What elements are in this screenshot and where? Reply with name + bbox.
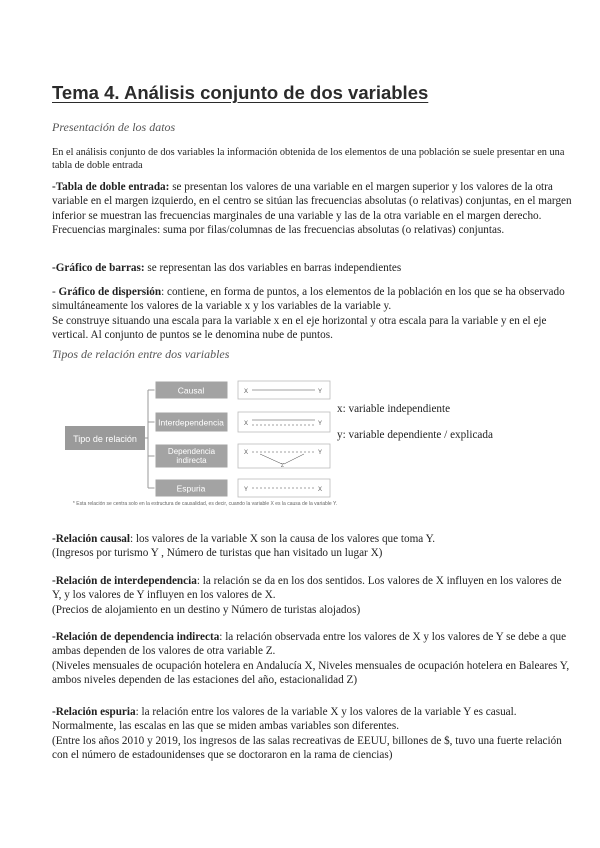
page-title: Tema 4. Análisis conjunto de dos variables — [52, 82, 429, 103]
diagram-box-espuria-label: Espuria — [176, 483, 206, 494]
diagram-box-indirecta-label: Dependencia indirecta — [167, 447, 216, 465]
tabla-text: se presentan los valores de una variable en el margen superior y los valores de la otra variable en el margen izquierdo, en el centro se sitúan las frecuencias absolutas (o relativas) conjuntas, en el margen inferior se muestran las frecuencias marginales de una variable y las de la otra variable en el margen derecho. Frecuencias marginales: suma por filas/columnas de las frecuencias absolutas (o relativas) conjuntas. — [52, 181, 572, 236]
svg-text:Y: Y — [318, 389, 323, 395]
diagram-box-causal-label: Causal — [177, 385, 205, 396]
legend-x: x: variable independiente — [337, 403, 451, 415]
svg-text:X: X — [244, 421, 249, 427]
interdependencia-example: (Precios de alojamiento en un destino y Número de turistas alojados) — [52, 603, 361, 616]
espuria-term: -Relación espuria — [52, 706, 136, 718]
tabla-term: -Tabla de doble entrada: — [52, 181, 170, 193]
dispersion-paragraph — [52, 285, 573, 342]
indirecta-example: (Niveles mensuales de ocupación hotelera en Andalucía X, Niveles mensuales de ocupación hotelera en Baleares Y, ambos niveles dependen de las estaciones del año, estacionalidad Z) — [52, 659, 570, 686]
legend-y: y: variable dependiente / explicada — [337, 429, 493, 441]
barras-text: se representan las dos variables en barras independientes — [144, 262, 402, 274]
relation-types-diagram — [60, 378, 350, 523]
intro-paragraph: En el análisis conjunto de dos variables la información obtenida de los elementos de una población se suele presentar en una tabla de doble entrada — [52, 147, 565, 171]
causal-paragraph — [52, 532, 573, 561]
section-heading-tipos: Tipos de relación entre dos variables — [52, 347, 230, 361]
espuria-paragraph — [52, 705, 573, 762]
barras-paragraph — [52, 261, 573, 275]
interdependencia-text: : la relación se da en los dos sentidos. Los valores de X influyen en los valores de Y, y los valores de Y influyen en los valores de X. — [52, 575, 562, 602]
barras-term: -Gráfico de barras: — [52, 262, 145, 274]
dispersion-term: Gráfico de dispersión — [58, 286, 162, 298]
section-heading-presentacion: Presentación de los datos — [52, 120, 176, 134]
causal-term: -Relación causal — [52, 533, 130, 545]
tabla-paragraph — [52, 180, 573, 237]
espuria-text: : la relación entre los valores de la variable X y los valores de la variable Y es casual. Normalmente, las escalas en las que se miden ambas variables son diferentes. — [52, 706, 517, 733]
dispersion-text2: Se construye situando una escala para la variable x en el eje horizontal y otra escala para la variable y en el eje vertical. Al conjunto de puntos se le denomina nube de puntos. — [52, 314, 547, 341]
svg-text:X: X — [244, 450, 249, 456]
causal-example: (Ingresos por turismo Y , Número de turistas que han visitado un lugar X) — [52, 547, 383, 560]
interdependencia-term: -Relación de interdependencia — [52, 575, 197, 587]
indirecta-paragraph — [52, 630, 573, 687]
causal-text: : los valores de la variable X son la causa de los valores que toma Y. — [130, 533, 436, 545]
espuria-example: (Entre los años 2010 y 2019, los ingresos de las salas recreativas de EEUU, billones de $, tuvo una fuerte relación con el número de estadounidenses que se doctoraron en la rama de ciencias) — [52, 734, 562, 761]
diagram-box-interdependencia-label: Interdependencia — [158, 417, 224, 428]
indirecta-text: : la relación observada entre los valores de X y los valores de Y se debe a que ambas dependen de los valores de otra variable Z. — [52, 631, 567, 658]
svg-text:Y: Y — [244, 487, 249, 493]
diagram-note: * Esta relación se centra solo en la estructura de causalidad, es decir, cuando la variable X es la causa de la variable Y. — [72, 501, 338, 507]
svg-text:Y: Y — [318, 421, 323, 427]
svg-text:X: X — [318, 487, 323, 493]
diagram-root-label: Tipo de relación — [73, 434, 137, 444]
svg-text:X: X — [244, 389, 249, 395]
indirecta-term: -Relación de dependencia indirecta — [52, 631, 220, 643]
dispersion-text1: : contiene, en forma de puntos, a los elementos de la población en los que se ha observado simultáneamente los valores de la variable x y los variables de la variable y. — [52, 286, 565, 313]
svg-text:Z: Z — [281, 463, 285, 469]
dispersion-prefix: - — [52, 286, 59, 298]
interdependencia-paragraph — [52, 574, 573, 617]
svg-text:Y: Y — [318, 450, 323, 456]
